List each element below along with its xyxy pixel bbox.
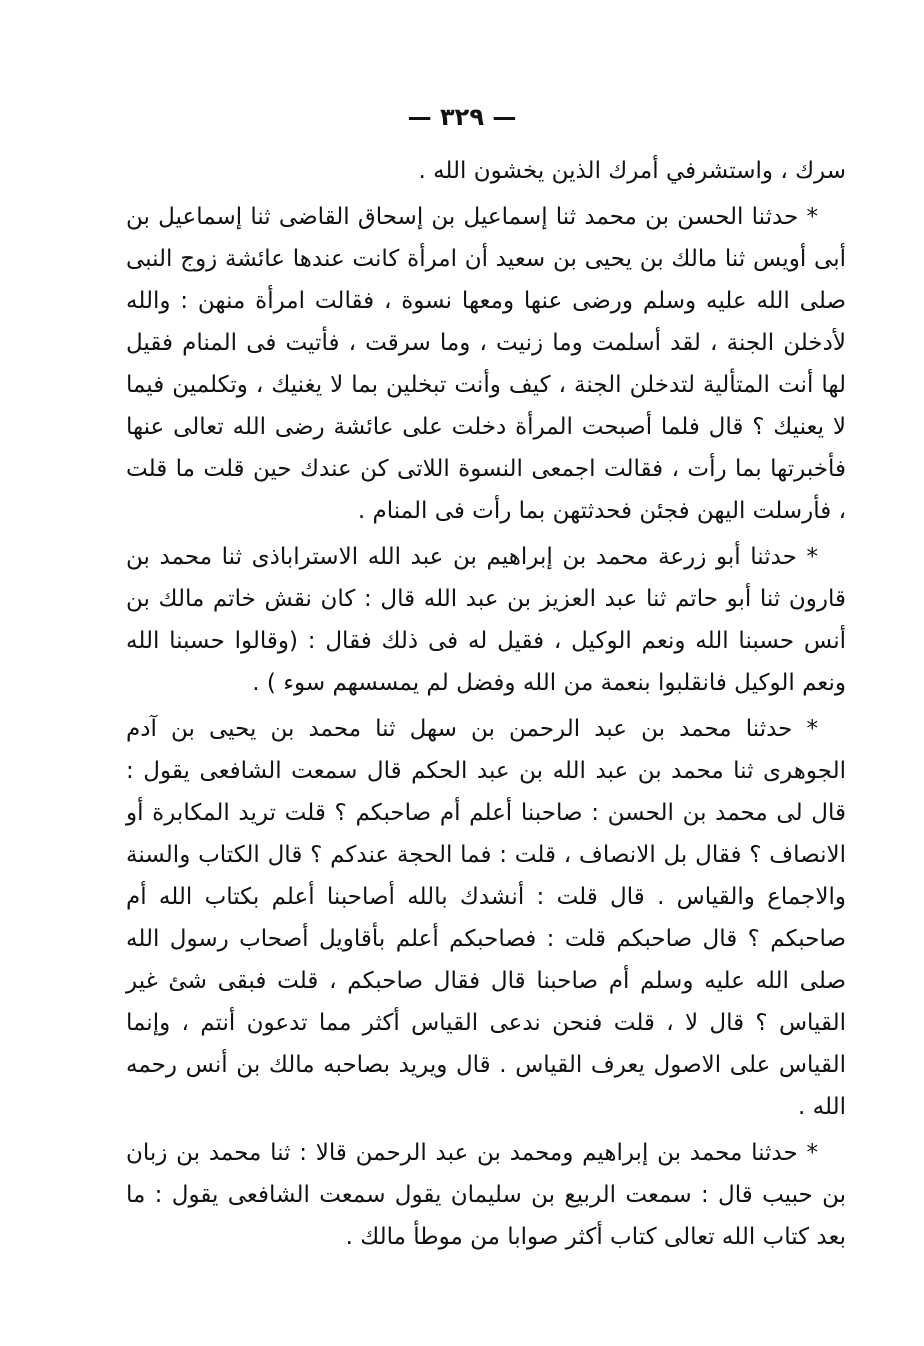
page-text [126,150,846,1258]
paragraph-hadith-1: * حدثنا الحسن بن محمد ثنا إسماعيل بن إسحاق القاضى ثنا إسماعيل بن أبى أويس ثنا مالك بن يحيى بن سعيد أن امرأة كانت عندها عائشة زوج النبى صلى الله عليه وسلم ورضى عنها ومعها نسوة ، فقالت امرأة منهن : والله لأدخلن الجنة ، لقد أسلمت وما زنيت ، وما سرقت ، فأتيت فى المنام فقيل لها أنت المتألية لتدخلن الجنة ، كيف وأنت تبخلين بما لا يغنيك ، وتكلمين فيما لا يعنيك ؟ قال فلما أصبحت المرأة دخلت على عائشة رضى الله تعالى عنها فأخبرتها بما رأت ، فقالت اجمعى النسوة اللاتى كن عندك حين قلت ما قلت ، فأرسلت اليهن فجئن فحدثتهن بما رأت فى المنام . [126,204,846,524]
paragraph-hadith-2: * حدثنا أبو زرعة محمد بن إبراهيم بن عبد الله الاستراباذى ثنا محمد بن قارون ثنا أبو حاتم ثنا عبد العزيز بن عبد الله قال : كان نقش خاتم مالك بن أنس حسبنا الله ونعم الوكيل ، فقيل له فى ذلك فقال : (وقالوا حسبنا الله ونعم الوكيل فانقلبوا بنعمة من الله وفضل لم يمسسهم سوء ) . [126,544,846,696]
paragraph-hadith-3: * حدثنا محمد بن عبد الرحمن بن سهل ثنا محمد بن يحيى بن آدم الجوهرى ثنا محمد بن عبد الله بن عبد الحكم قال سمعت الشافعى يقول : قال لى محمد بن الحسن : صاحبنا أعلم أم صاحبكم ؟ قلت تريد المكابرة أو الانصاف ؟ فقال بل الانصاف ، قلت : فما الحجة عندكم ؟ قال الكتاب والسنة والاجماع والقياس . قال قلت : أنشدك بالله أصاحبنا أعلم بكتاب الله أم صاحبكم ؟ قال صاحبكم قلت : فصاحبكم أعلم بأقاويل أصحاب رسول الله صلى الله عليه وسلم أم صاحبنا قال فقال صاحبكم ، قلت فبقى شئ غير القياس ؟ قال لا ، قلت فنحن ندعى القياس أكثر مما تدعون أنتم ، وإنما القياس على الاصول يعرف القياس . قال ويريد بصاحبه مالك بن أنس رحمه الله . [126,716,846,1120]
page-number: — ٣٢٩ — [407,103,517,131]
paragraph-continuation: سرك ، واستشرفي أمرك الذين يخشون الله . [418,158,846,184]
paragraph-hadith-4: * حدثنا محمد بن إبراهيم ومحمد بن عبد الرحمن قالا : ثنا محمد بن زبان بن حبيب قال : سمعت الربيع بن سليمان يقول سمعت الشافعى يقول : ما بعد كتاب الله تعالى كتاب أكثر صوابا من موطأ مالك . [126,1140,846,1250]
